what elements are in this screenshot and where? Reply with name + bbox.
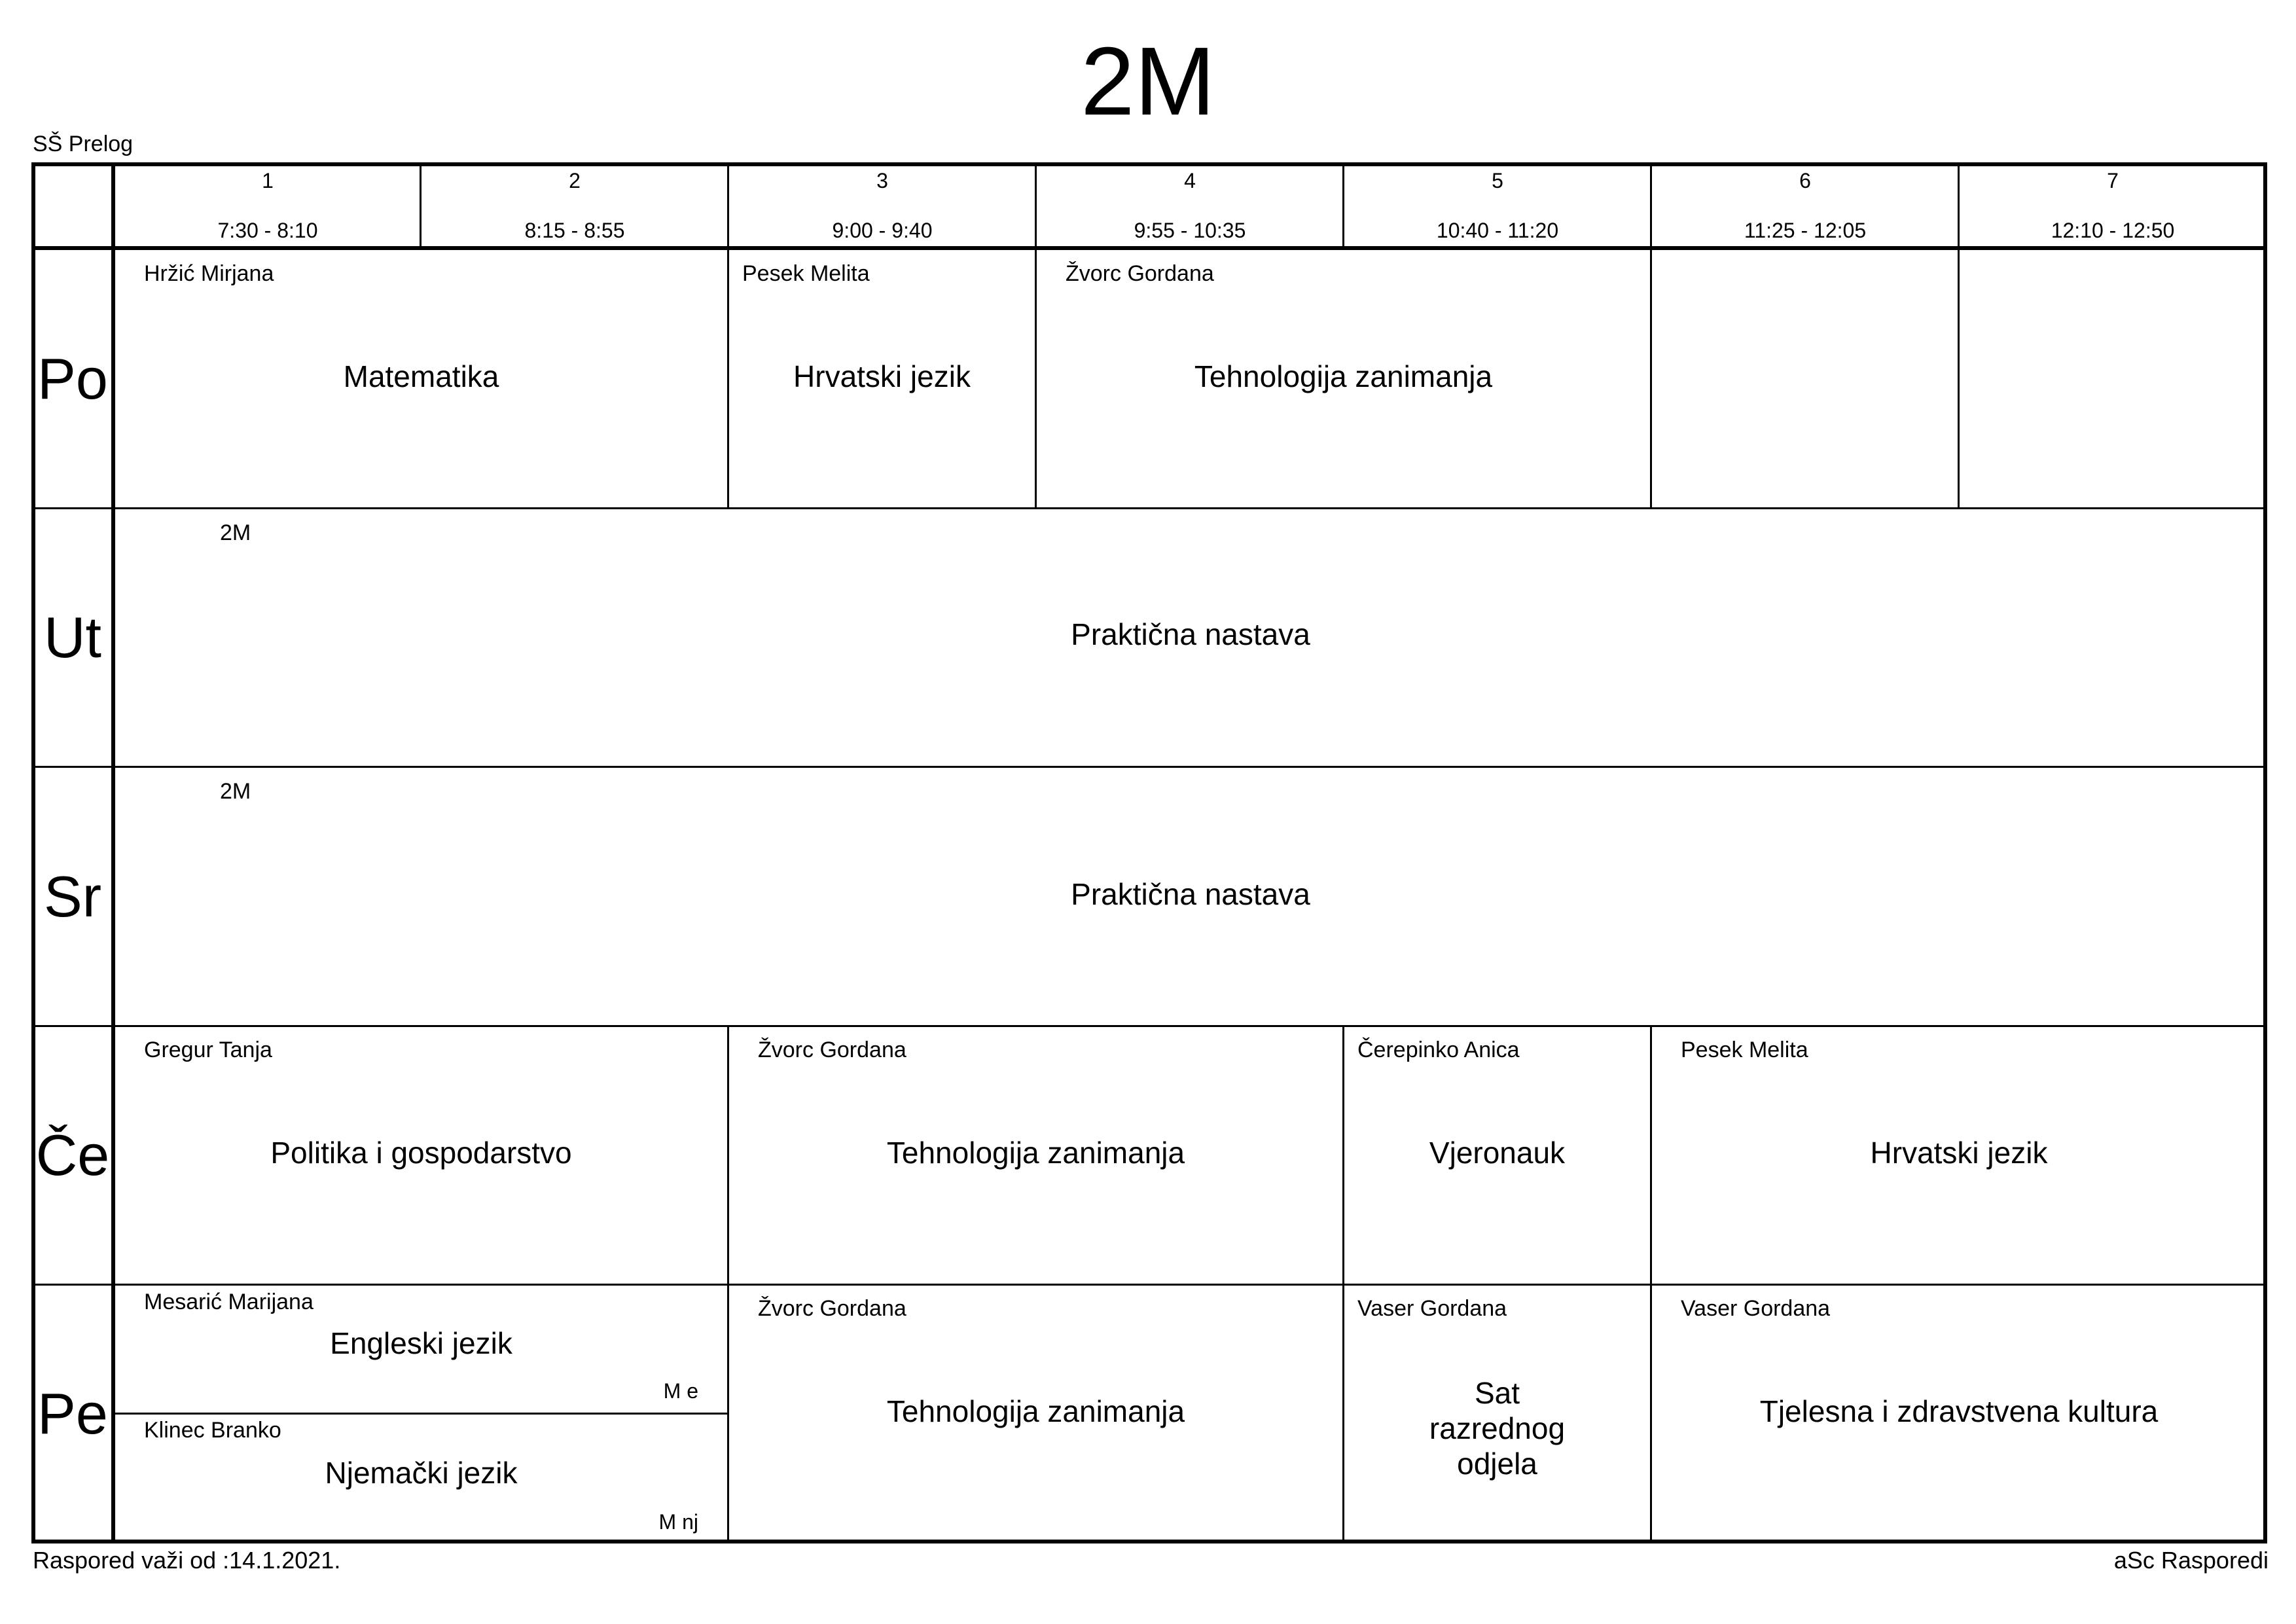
teacher-name: 2M xyxy=(220,520,251,545)
period-number: 4 xyxy=(1184,169,1196,192)
page-title: 2M xyxy=(1081,27,1215,135)
period-number: 2 xyxy=(569,169,581,192)
lesson-cell[interactable] xyxy=(1037,250,1650,507)
grid-line xyxy=(1650,250,1652,508)
subject-name: Sat razrednog odjela xyxy=(1429,1376,1566,1481)
lesson-cell[interactable] xyxy=(115,250,727,507)
subject-name: Tehnologija zanimanja xyxy=(886,1136,1185,1170)
day-label-tuesday: Ut xyxy=(44,605,101,670)
lesson-cell[interactable] xyxy=(1344,1026,1650,1284)
teacher-name: Pesek Melita xyxy=(1681,1038,1808,1062)
lesson-cell[interactable] xyxy=(729,250,1035,507)
period-number: 5 xyxy=(1492,169,1503,192)
period-time: 7:30 - 8:10 xyxy=(217,219,318,242)
teacher-name: 2M xyxy=(220,779,251,804)
teacher-name: Čerepinko Anica xyxy=(1357,1038,1520,1062)
teacher-name: Žvorc Gordana xyxy=(758,1296,906,1321)
teacher-name: Mesarić Marijana xyxy=(144,1290,314,1314)
group-label: M e xyxy=(663,1379,698,1403)
teacher-name: Žvorc Gordana xyxy=(1066,261,1214,286)
teacher-name: Hržić Mirjana xyxy=(144,261,274,286)
subject-name: Praktična nastava xyxy=(1071,617,1310,651)
group-label: M nj xyxy=(658,1510,698,1534)
subject-name: Vjeronauk xyxy=(1429,1136,1566,1170)
day-label-monday: Po xyxy=(37,346,108,411)
teacher-name: Gregur Tanja xyxy=(144,1038,272,1062)
subject-name: Tjelesna i zdravstvena kultura xyxy=(1759,1394,2159,1428)
period-time: 8:15 - 8:55 xyxy=(524,219,625,242)
period-time: 12:10 - 12:50 xyxy=(2051,219,2175,242)
day-label-wednesday: Sr xyxy=(44,864,101,929)
lesson-cell[interactable] xyxy=(115,1415,727,1542)
subject-name: Tehnologija zanimanja xyxy=(1194,359,1493,393)
school-name: SŠ Prelog xyxy=(33,132,134,156)
period-number: 7 xyxy=(2107,169,2119,192)
software-credit: aSc Rasporedi xyxy=(2113,1547,2269,1574)
teacher-name: Klinec Branko xyxy=(144,1418,281,1443)
period-time: 9:00 - 9:40 xyxy=(832,219,933,242)
period-time: 11:25 - 12:05 xyxy=(1744,219,1867,242)
day-label-thursday: Če xyxy=(35,1123,110,1187)
period-time: 9:55 - 10:35 xyxy=(1134,219,1246,242)
lesson-cell[interactable] xyxy=(1652,1026,2266,1284)
subject-name: Praktična nastava xyxy=(1071,877,1310,911)
lesson-cell[interactable] xyxy=(1344,1285,1650,1542)
lesson-cell[interactable] xyxy=(1652,1285,2266,1542)
period-number: 1 xyxy=(262,169,274,192)
period-time: 10:40 - 11:20 xyxy=(1436,219,1559,242)
lesson-cell[interactable] xyxy=(115,1026,727,1284)
subject-name: Engleski jezik xyxy=(330,1326,512,1360)
period-number: 6 xyxy=(1799,169,1811,192)
teacher-name: Vaser Gordana xyxy=(1681,1296,1831,1321)
subject-name: Hrvatski jezik xyxy=(793,359,971,393)
teacher-name: Vaser Gordana xyxy=(1357,1296,1507,1321)
teacher-name: Pesek Melita xyxy=(742,261,870,286)
teacher-name: Žvorc Gordana xyxy=(758,1038,906,1062)
lesson-cell[interactable] xyxy=(729,1285,1342,1542)
lesson-cell[interactable] xyxy=(115,768,2266,1025)
lesson-cell[interactable] xyxy=(115,509,2266,766)
validity-note: Raspored važi od :14.1.2021. xyxy=(33,1547,341,1574)
subject-name: Tehnologija zanimanja xyxy=(886,1394,1185,1428)
subject-name: Hrvatski jezik xyxy=(1870,1136,2048,1170)
subject-name: Matematika xyxy=(343,359,499,393)
lesson-cell[interactable] xyxy=(729,1026,1342,1284)
lesson-cell[interactable] xyxy=(115,1285,727,1413)
period-number: 3 xyxy=(876,169,888,192)
day-label-friday: Pe xyxy=(37,1381,108,1446)
subject-name: Politika i gospodarstvo xyxy=(270,1136,572,1170)
grid-line xyxy=(1958,250,1960,508)
subject-name: Njemački jezik xyxy=(325,1456,518,1490)
